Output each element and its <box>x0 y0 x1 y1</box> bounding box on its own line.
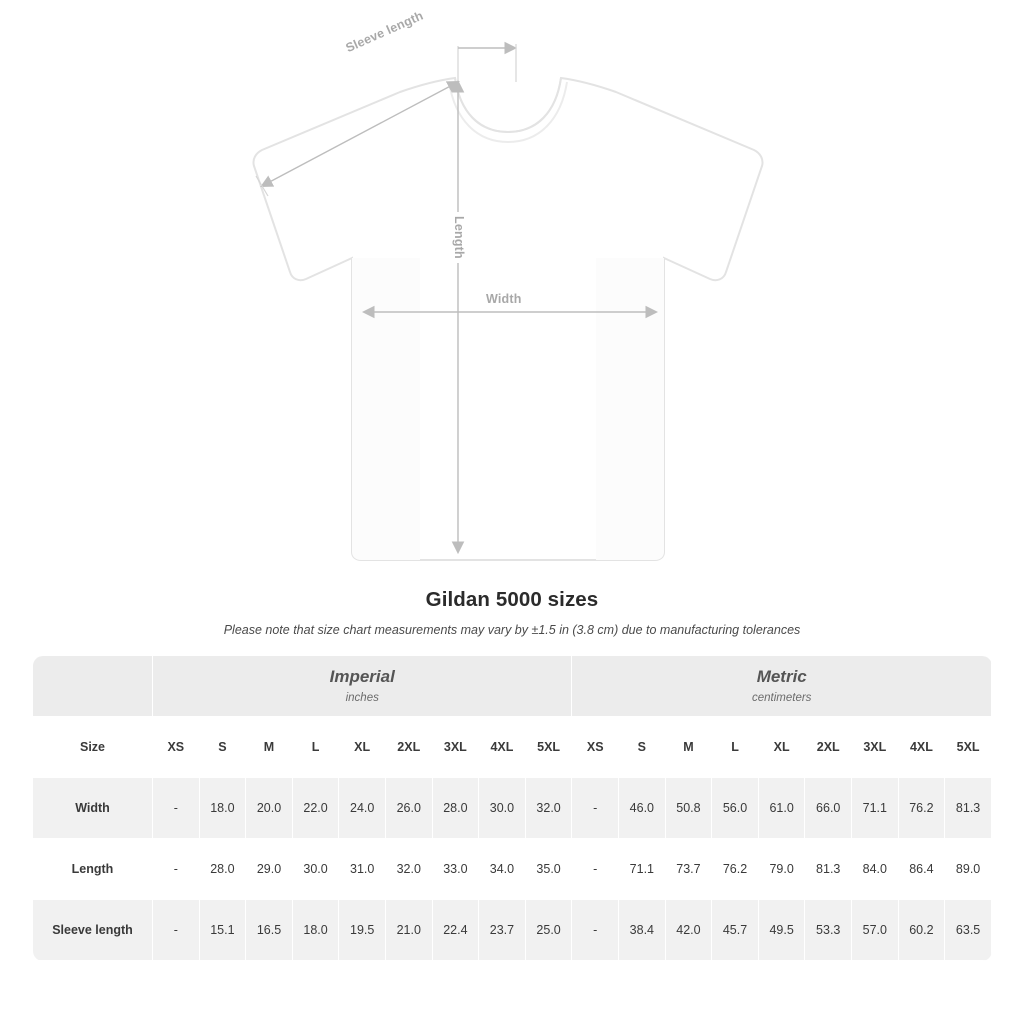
cell-length-metric-s: 71.1 <box>619 839 666 900</box>
cell-sleeve-metric-2xl: 53.3 <box>805 900 852 961</box>
cell-width-metric-3xl: 71.1 <box>852 778 899 839</box>
size-header-imperial-2xl: 2XL <box>385 717 432 778</box>
size-header-metric-2xl: 2XL <box>805 717 852 778</box>
cell-width-imperial-4xl: 30.0 <box>479 778 526 839</box>
table-row <box>33 900 992 961</box>
cell-width-imperial-l: 22.0 <box>292 778 339 839</box>
tolerance-note: Please note that size chart measurements may vary by ±1.5 in (3.8 cm) due to manufacturing tolerances <box>223 623 801 637</box>
size-header-imperial-4xl: 4XL <box>479 717 526 778</box>
cell-length-metric-xl: 79.0 <box>758 839 805 900</box>
cell-width-imperial-s: 18.0 <box>199 778 246 839</box>
title-block <box>0 588 1024 637</box>
cell-width-metric-m: 50.8 <box>665 778 712 839</box>
cell-sleeve-metric-xl: 49.5 <box>758 900 805 961</box>
cell-length-metric-3xl: 84.0 <box>852 839 899 900</box>
row-label-sleeve-length: Sleeve length <box>33 900 153 961</box>
cell-length-metric-2xl: 81.3 <box>805 839 852 900</box>
cell-sleeve-metric-4xl: 60.2 <box>898 900 945 961</box>
cell-width-imperial-m: 20.0 <box>246 778 293 839</box>
cell-sleeve-imperial-xl: 19.5 <box>339 900 386 961</box>
cell-length-imperial-m: 29.0 <box>246 839 293 900</box>
cell-sleeve-imperial-s: 15.1 <box>199 900 246 961</box>
cell-sleeve-metric-s: 38.4 <box>619 900 666 961</box>
cell-width-metric-5xl: 81.3 <box>945 778 992 839</box>
cell-sleeve-imperial-2xl: 21.0 <box>385 900 432 961</box>
cell-width-imperial-2xl: 26.0 <box>385 778 432 839</box>
cell-width-imperial-xs: - <box>153 778 200 839</box>
cell-sleeve-imperial-4xl: 23.7 <box>479 900 526 961</box>
cell-sleeve-metric-m: 42.0 <box>665 900 712 961</box>
units-header-row <box>33 656 992 717</box>
cell-length-imperial-xl: 31.0 <box>339 839 386 900</box>
imperial-label: Imperial <box>329 667 395 687</box>
cell-width-metric-4xl: 76.2 <box>898 778 945 839</box>
size-chart-table-wrapper <box>32 655 992 961</box>
cell-length-imperial-2xl: 32.0 <box>385 839 432 900</box>
units-header-spacer <box>33 656 153 717</box>
sleeve-length-dimension-label: Sleeve length <box>340 7 429 57</box>
size-header-metric-s: S <box>619 717 666 778</box>
row-label-width: Width <box>33 778 153 839</box>
size-header-imperial-l: L <box>292 717 339 778</box>
cell-sleeve-imperial-m: 16.5 <box>246 900 293 961</box>
cell-length-imperial-xs: - <box>153 839 200 900</box>
cell-sleeve-imperial-3xl: 22.4 <box>432 900 479 961</box>
metric-header-cell <box>572 656 992 717</box>
cell-width-metric-s: 46.0 <box>619 778 666 839</box>
table-row <box>33 778 992 839</box>
cell-sleeve-metric-xs: - <box>572 900 619 961</box>
cell-length-imperial-4xl: 34.0 <box>479 839 526 900</box>
cell-sleeve-imperial-l: 18.0 <box>292 900 339 961</box>
width-dimension-label: Width <box>482 292 526 306</box>
size-header-imperial-3xl: 3XL <box>432 717 479 778</box>
cell-sleeve-metric-l: 45.7 <box>712 900 759 961</box>
size-header-label: Size <box>33 717 153 778</box>
cell-sleeve-metric-3xl: 57.0 <box>852 900 899 961</box>
size-header-imperial-xs: XS <box>153 717 200 778</box>
cell-length-metric-5xl: 89.0 <box>945 839 992 900</box>
cell-length-metric-l: 76.2 <box>712 839 759 900</box>
size-chart-table <box>32 655 992 961</box>
cell-length-imperial-3xl: 33.0 <box>432 839 479 900</box>
imperial-sublabel: inches <box>345 691 379 704</box>
size-header-metric-5xl: 5XL <box>945 717 992 778</box>
cell-width-imperial-xl: 24.0 <box>339 778 386 839</box>
metric-sublabel: centimeters <box>752 691 812 704</box>
cell-length-imperial-5xl: 35.0 <box>525 839 572 900</box>
size-header-metric-3xl: 3XL <box>852 717 899 778</box>
cell-width-metric-l: 56.0 <box>712 778 759 839</box>
size-header-imperial-m: M <box>246 717 293 778</box>
cell-length-metric-xs: - <box>572 839 619 900</box>
size-header-imperial-s: S <box>199 717 246 778</box>
cell-width-metric-2xl: 66.0 <box>805 778 852 839</box>
row-label-length: Length <box>33 839 153 900</box>
cell-sleeve-metric-5xl: 63.5 <box>945 900 992 961</box>
page-title: Gildan 5000 sizes <box>425 588 599 611</box>
table-row <box>33 839 992 900</box>
cell-sleeve-imperial-xs: - <box>153 900 200 961</box>
size-header-metric-xs: XS <box>572 717 619 778</box>
size-header-imperial-xl: XL <box>339 717 386 778</box>
size-header-metric-l: L <box>712 717 759 778</box>
cell-width-metric-xs: - <box>572 778 619 839</box>
cell-length-metric-m: 73.7 <box>665 839 712 900</box>
cell-width-metric-xl: 61.0 <box>758 778 805 839</box>
size-header-metric-m: M <box>665 717 712 778</box>
size-header-metric-4xl: 4XL <box>898 717 945 778</box>
cell-width-imperial-5xl: 32.0 <box>525 778 572 839</box>
size-header-metric-xl: XL <box>758 717 805 778</box>
metric-label: Metric <box>756 667 807 687</box>
imperial-header-cell <box>153 656 572 717</box>
cell-length-imperial-s: 28.0 <box>199 839 246 900</box>
cell-length-imperial-l: 30.0 <box>292 839 339 900</box>
length-dimension-label: Length <box>452 212 466 263</box>
size-header-row <box>33 717 992 778</box>
size-header-imperial-5xl: 5XL <box>525 717 572 778</box>
cell-length-metric-4xl: 86.4 <box>898 839 945 900</box>
cell-width-imperial-3xl: 28.0 <box>432 778 479 839</box>
cell-sleeve-imperial-5xl: 25.0 <box>525 900 572 961</box>
